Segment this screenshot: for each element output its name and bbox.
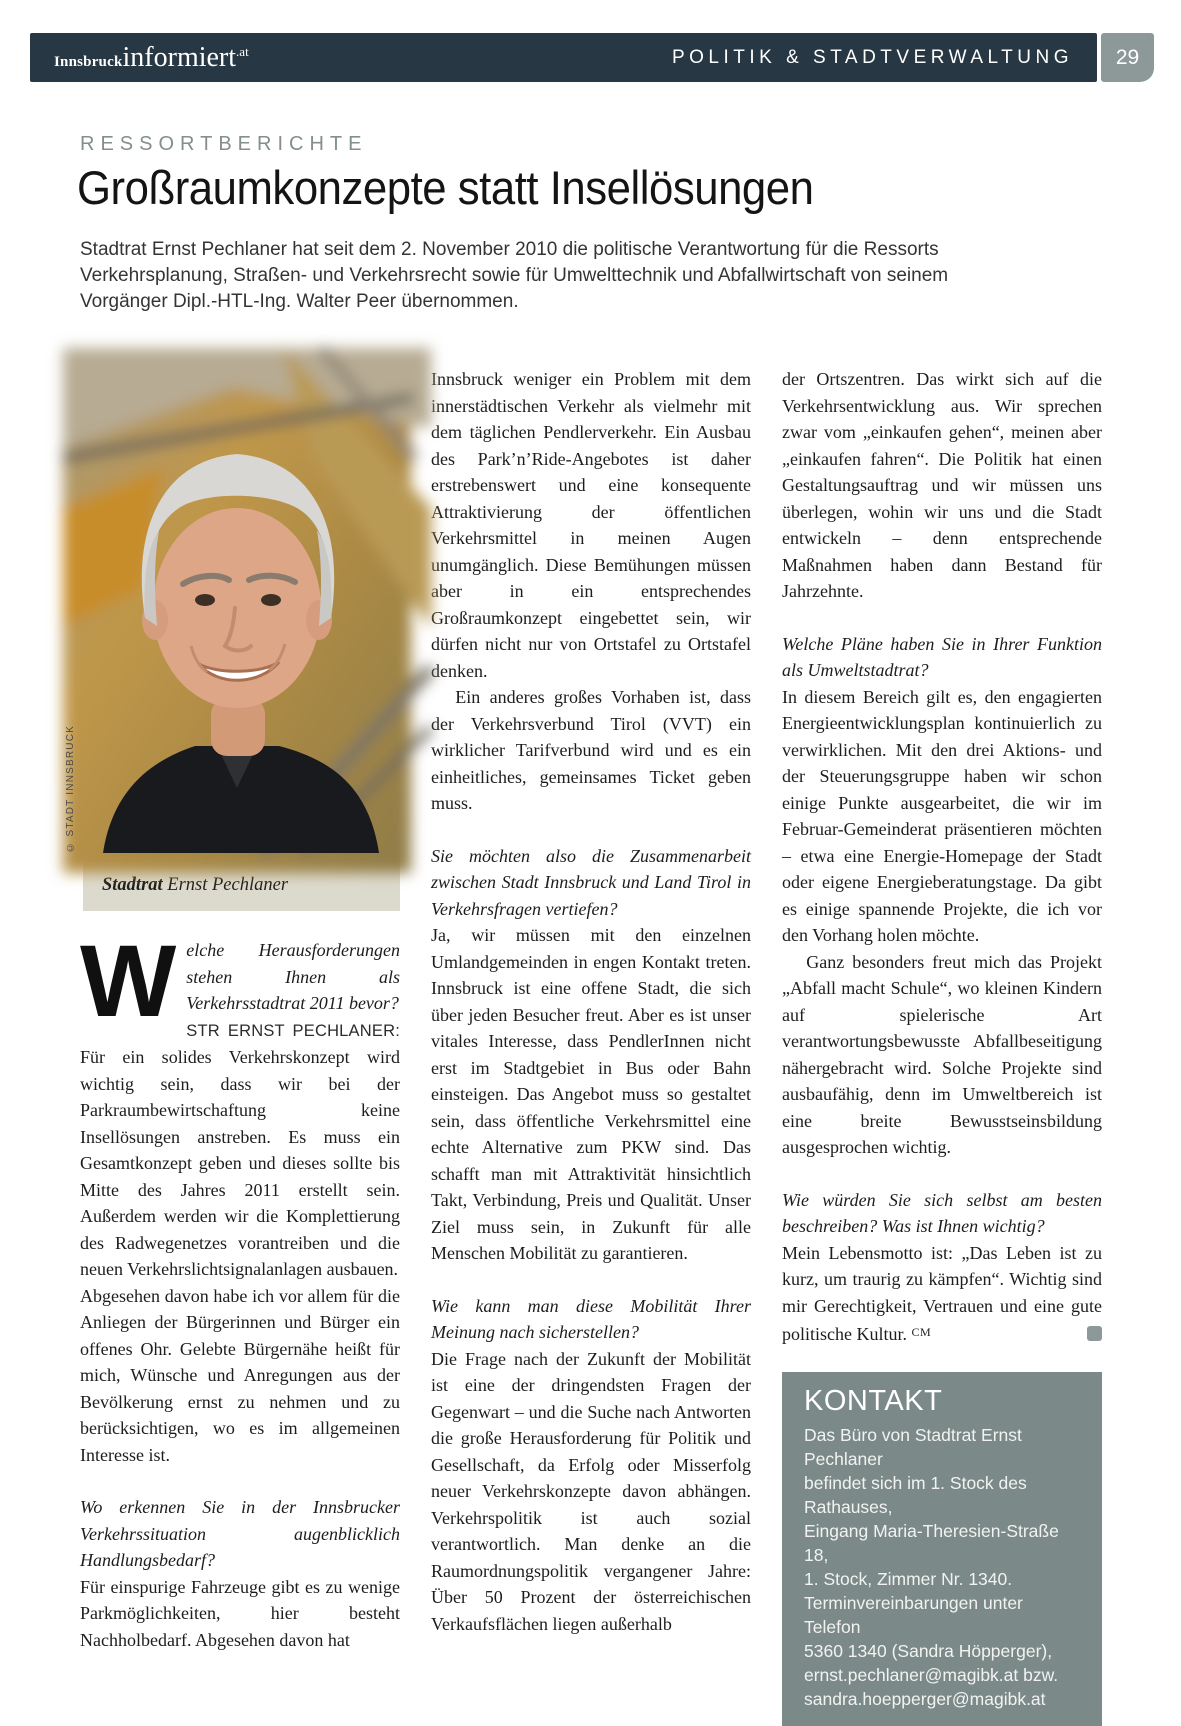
kontakt-line: 1. Stock, Zimmer Nr. 1340. [804,1568,1013,1589]
interview-question: Wie würden Sie sich selbst am besten beschreiben? Was ist Ihnen wichtig? [782,1189,1102,1236]
logo-informiert: informiert [122,41,237,73]
article-lead: Stadtrat Ernst Pechlaner hat seit dem 2. November 2010 die politische Verantwortung für die Ressorts Verkehrsplanung, Straßen- und Verkehrsrecht sowie für Umwelttechnik und Abfallwirtschaft von seinem Vorgänger Dipl.-HTL-Ing. Walter Peer übernommen. [80,239,949,312]
interview-answer: STR ERNST PECHLANER: Für ein solides Verkehrskonzept wird wichtig sein, dass wir bei der Parkraumbewirtschaftung keine Insellösungen anstreben. Es muss ein Gesamtkonzept geben und dieses sollte bis Mitte des Jahres 2011 erstellt sein. Außerdem werden wir die Komplettierung des Radwegenetzes vorantreiben und die neuen Verkehrslichtsignalanlagen ausbauen. [80,1021,400,1279]
column-3 [782,366,1102,1726]
interview-question: Welche Pläne haben Sie in Ihrer Funktion als Umweltstadtrat? [782,633,1102,680]
interview-answer: Ja, wir müssen mit den einzelnen Umlandgemeinden in engen Kontakt treten. Innsbruck ist eine offene Stadt, die sich über jeden Besucher freut. Aber es ist unser vitales Interesse, dass PendlerInnen nicht erst im Stadtgebiet in Bus oder Bahn einsteigen. Das Angebot muss so gestaltet sein, dass öffentliche Verkehrsmittel eine echte Alternative zum PKW sind. Das schafft man mit Attraktivität hinsichtlich Takt, Verbindung, Preis und Qualität. Unser Ziel muss sein, in Zukunft für alle Menschen Mobilität zu garantieren. [431,925,751,1263]
kontakt-email-line: sandra.hoepperger@magibk.at [804,1688,1046,1709]
logo-at: .at [236,43,249,59]
kontakt-line: befindet sich im 1. Stock des Rathauses, [804,1472,1027,1517]
portrait-photo [65,368,391,853]
photo-credit: © STADT INNSBRUCK [65,725,76,853]
column-1-text [80,924,400,1653]
column-2 [431,366,751,1726]
author-initials: CM [911,1325,932,1339]
paragraph: Abgesehen davon habe ich vor allem für die Anliegen der Bürgerinnen und Bürger ein offenes Ohr. Gelebte Bürgernähe heißt für mich, Wünsche und Anregungen aus der Bevölkerung ernst zu nehmen und zu berücksichtigen, wo es im allgemeinen Interesse ist. [80,1285,400,1465]
paragraph: der Ortszentren. Das wirkt sich auf die Verkehrsentwicklung aus. Wir sprechen zwar vom „einkaufen gehen“, meinen aber „einkaufen fahren“. Die Politik hat einen Gestaltungsauftrag und wir müssen uns überlegen, wohin wir uns und die Stadt entwickeln – denn entsprechende Maßnahmen haben dann Bestand für Jahrzehnte. [782,369,1102,601]
kontakt-line: 5360 1340 (Sandra Höpperger), [804,1640,1053,1661]
interview-answer: In diesem Bereich gilt es, den engagierten Energieentwicklungsplan kontinuierlich zu verwirklichen. Mit den drei Aktions- und der Steuerungsgruppe haben wir schon einige Punkte ausgearbeitet, die wir im Februar-Gemeinderat präsentieren möchten – etwa eine Energie-Homepage der Stadt oder eigene Energieberatungstage. Da gibt es einige spannende Projekte, die ich vor den Vorhang holen möchte. [782,686,1102,945]
interview-question: Sie möchten also die Zusammenarbeit zwischen Stadt Innsbruck und Land Tirol in Verkehrsfragen vertiefen? [431,845,751,919]
article-columns [65,366,1103,1726]
page-number: 29 [1101,33,1154,82]
interview-answer: Für einspurige Fahrzeuge gibt es zu wenige Parkmöglichkeiten, hier besteht Nachholbedarf. Abgesehen davon hat [80,1576,400,1650]
kontakt-email-line: ernst.pechlaner@magibk.at bzw. [804,1664,1059,1685]
end-of-article-marker [1087,1326,1102,1341]
caption-name: Ernst Pechlaner [162,875,289,895]
interview-question: Wo erkennen Sie in der Innsbrucker Verkehrssituation augenblicklich Handlungsbedarf? [80,1497,400,1570]
kontakt-title: KONTAKT [804,1384,943,1417]
portrait-illustration [83,368,391,853]
interview-answer: Mein Lebensmotto ist: „Das Leben ist zu kurz, um traurig zu kämpfen“. Wichtig sind mir Gerechtigkeit, Vertrauen und eine gute politische Kultur. $^{CM}$ [782,1242,1102,1344]
interview-answer: Ganz besonders freut mich das Projekt „Abfall macht Schule“, wo kleinen Kindern auf spielerische Art verantwortungsbewusste Abfallbeseitigung nähergebracht wird. Solche Projekte sind ausbaufähig, denn im Umweltbereich ist eine breite Bewusstseinsbildung ausgesprochen wichtig. [782,951,1102,1157]
drop-cap: W [80,924,177,1038]
paragraph: Innsbruck weniger ein Problem mit dem innerstädtischen Verkehr als vielmehr mit dem täglichen Pendlerverkehr. Ein Ausbau des Park’n’Ride-Angebotes ist daher erstrebenswert und eine konsequente Attraktivierung der öffentlichen Verkehrsmittel in meinen Augen unumgänglich. Diese Bemühungen müssen aber in ein entsprechendes Großraumkonzept eingebettet sein, wir dürfen nicht nur von Ortstafel zu Ortstafel denken. [431,369,751,681]
kontakt-line: Das Büro von Stadtrat Ernst Pechlaner [804,1424,1022,1469]
paragraph: Ein anderes großes Vorhaben ist, dass der Verkehrsverbund Tirol (VVT) ein wirklicher Tarifverbund wird und es ein einheitliches, gemeinsames Ticket geben muss. [431,687,751,813]
kontakt-line: Eingang Maria-Theresien-Straße 18, [804,1520,1059,1565]
caption-role: Stadtrat [102,875,163,895]
interview-question: Welche Herausforderungen stehen Ihnen als Verkehrsstadtrat 2011 bevor? [80,924,400,1038]
kontakt-box [782,1372,1102,1726]
header-bar [30,33,1097,82]
kicker: RESSORTBERICHTE [80,133,368,155]
kontakt-line: Terminvereinbarungen unter Telefon [804,1592,1023,1637]
speaker-name: STR ERNST PECHLANER: [186,1021,400,1040]
publication-logo [54,42,249,74]
interview-answer: Die Frage nach der Zukunft der Mobilität ist eine der dringendsten Fragen der Gegenwart – und die Suche nach Antworten die große Herausforderung für Politik und Gesellschaft, da Erfolg oder Misserfolg neuer Verkehrskonzepte davon abhängen. Verkehrspolitik ist auch sozial verantwortlich. Man denke an die Raumordnungspolitik vergangener Jahre: Über 50 Prozent der österreichischen Verkaufsflächen liegen außerhalb [431,1348,751,1634]
article-title: Großraumkonzepte statt Insellösungen [77,161,814,214]
section-title: POLITIK & STADTVERWALTUNG [671,46,1073,68]
interview-question: Wie kann man diese Mobilität Ihrer Meinung nach sicherstellen? [431,1295,751,1342]
column-1 [65,366,400,1726]
logo-innsbruck: Innsbruck [54,53,123,70]
